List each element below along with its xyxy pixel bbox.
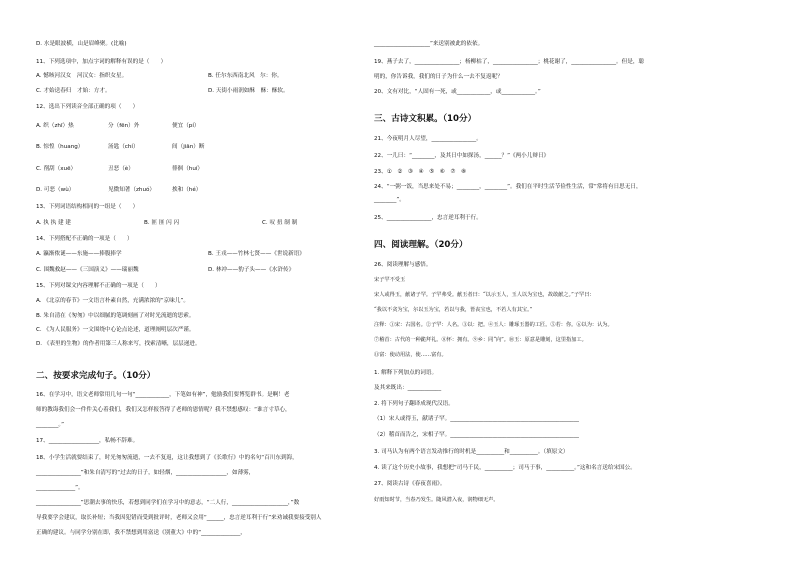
option: B. 匪 匪 闪 闪	[144, 220, 180, 226]
question-12: 12、选出下列读音全部正确的项（ ）	[36, 104, 139, 110]
sub-question-3: 3. 司马认为有两个语言发动推行的时机是__________和__________。（填原文）	[374, 449, 569, 455]
line: 正确的建议。与同学分别在即，我不禁想到用富送《别董大》中的“______________，	[36, 530, 246, 536]
option: 间（jiān）断	[172, 144, 205, 150]
option: B. 朱自清在《匆匆》中以细腻的笔调刻画了对时光流逝的思索。	[36, 313, 195, 319]
section-title-4: 四、阅读理解。（20分）	[374, 240, 468, 250]
section-title-2: 二、按要求完成句子。（10分）	[36, 371, 156, 381]
right-column	[374, 0, 754, 562]
option: 汤匙（chí）	[108, 144, 139, 150]
option: 挨和（hé）	[172, 187, 202, 193]
line: 明的，你告诉我，我们的日子为什么一去不复返呢？	[374, 74, 503, 80]
line: ________。”	[36, 422, 65, 428]
line: 及其来既出：____________	[374, 385, 442, 391]
option: D. 可恶（wù）	[36, 187, 75, 193]
question-18: 18、小学生活就要结束了，时光匆匆流逝，一去不复返，这让我想到了《长歌行》中的名句“百川东到海，	[36, 455, 298, 461]
question-22: 22、一儿曰：“________，及其日中如探汤，______？”《两小儿辩日》	[374, 153, 550, 159]
option: 见微知著（zhuó）	[108, 187, 156, 193]
option: A. 憾咳河汉女 河汉女：指织女星。	[36, 73, 128, 79]
option: 分（fēn）外	[108, 123, 140, 129]
question-14: 14、下列搭配不正确的一项是（ ）	[36, 236, 133, 242]
question-24: 24、“一粥一饭，当思来处不易；________，________”。我们在平时生活节俭性生活，常“常将有日思无日，	[374, 184, 642, 190]
option: D. 《表里的生物》的作者用第三人称来写，找索清晰，层层递进。	[36, 341, 201, 347]
line: 师的教诲我们会一件件关心着我们，我们又怎样报答得了老师的恩情呢？我不禁想感叹：“谁言寸草心，	[36, 407, 291, 413]
question-23: 23、① ② ③ ④ ⑤ ⑥ ⑦ ⑧	[374, 169, 466, 175]
question-19: 19、燕子去了，________________；杨柳枯了，________________；桃花谢了，________________。但是，聪	[374, 59, 645, 65]
option: 便宜（pí）	[172, 123, 200, 129]
option: D. 林冲——豹子头——《水浒传》	[208, 267, 295, 273]
line: （2）稽首而告之，宋相子罕。______________________________________________	[374, 432, 579, 438]
question-13: 13、下列词语结构相同的一组是（ ）	[36, 204, 139, 210]
option: D. 天街小雨润如酥 酥：酥软。	[208, 88, 289, 94]
line: ________”。	[374, 197, 405, 203]
line: D. 水是眼波横，山是眉峰聚。(比喻)	[36, 41, 127, 47]
poem-line: 好雨知时节，当春乃发生。随风潜入夜，润物细无声。	[374, 497, 499, 503]
question-26: 26、阅读理解与感悟。	[374, 262, 432, 268]
question-25: 25、________________，忠言逆耳利于行。	[374, 215, 482, 221]
option: A. 织（zhī）热	[36, 123, 74, 129]
line: ________________”和朱自清写的“过去的日子，如轻烟，__________________，如薄雾，	[36, 470, 255, 476]
line: 导我要学会建议，取长补短；当我因犯错而受到批评时，老师又会用“______，忠言逆耳利于行”来劝诫我要接受别人	[36, 515, 322, 521]
sub-question-4: 4. 读了这个历史小故事，我想把“司马千民，__________；司马于事，__________。”这和名言送给宋国公。	[374, 465, 636, 471]
option: A. 《北京的春节》一文语言朴素自然，充满浓浓的“京味儿”。	[36, 298, 189, 304]
question-15: 15、下列对课文内容理解不正确的一项是（ ）	[36, 283, 161, 289]
option: B. 惊惶（huang）	[36, 144, 84, 150]
line: （1）宋人或得玉，献诸子罕。______________________________________________	[374, 416, 579, 422]
option: C. 《为人民服务》一文围绕中心论点论述，道理阐明层次严谨。	[36, 327, 195, 333]
note-line: ⑦稽首：古代的一种跪拜礼。⑧怀：拥有。⑨乡：同“向”。⑩玉：原意是雕刻，这里指加工。	[374, 337, 587, 343]
note-line: 注释：①宋：古国名。②子罕：人名。③以：把。④玉人：雕琢玉器的工匠。⑤若：你。⑥以为：认为。	[374, 322, 613, 328]
option: 丑恶（è）	[108, 166, 134, 172]
note-line: ⑪富：使动用法，使……富有。	[374, 352, 447, 358]
passage-line: 宋人或得玉，献诸子罕。子罕弗受。献玉者曰：“以示玉人，玉人以为宝也，故敢献之。”子罕曰：	[374, 292, 595, 298]
option: C. 削刮（xuē）	[36, 166, 77, 172]
question-16: 16、在学习中，语文老师常用几句一句“____________，下笔如有神”，勉励我们要博览群书。是啊！老	[36, 392, 290, 398]
passage-title: 宋子罕不受玉	[374, 277, 406, 283]
option: C. 叹 扭 制 制	[262, 220, 298, 226]
left-column	[36, 0, 386, 562]
option: 徘徊（huí）	[172, 166, 204, 172]
option: B. 王戎——竹林七贤——《世说新语》	[208, 251, 305, 257]
question-17: 17、__________________，私畅不辞难。	[36, 438, 139, 444]
option: B. 任尔东西南北风 尔：你。	[208, 73, 283, 79]
option: C. 围魏救赵——《三国演义》——瑞丽魏	[36, 267, 139, 273]
sub-question-1: 1. 解释下列加点的词语。	[374, 370, 438, 376]
line: ______________”。	[36, 485, 84, 491]
option: A. 瀛渐侬谜——东施——捧腹捧学	[36, 251, 122, 257]
question-21: 21、今夜明月人尽望，________________。	[374, 136, 482, 142]
option: C. 才始送春归 才始：方才。	[36, 88, 111, 94]
line: ____________________”来送别被此的依依。	[374, 41, 484, 47]
sub-question-2: 2. 将下列句子翻译成现代汉语。	[374, 401, 454, 407]
passage-line: “我以不贪为宝，尔以玉为宝，若以与我，皆丧宝也，不若人有其宝。”	[374, 307, 533, 313]
option: A. 执 执 建 建	[36, 220, 71, 226]
question-11: 11、下列选项中，加点字词的解释有误的是（ ）	[36, 59, 167, 65]
question-20: 20、文有对比，“人固有一死，或____________，或____________。”	[374, 89, 541, 95]
question-27: 27、阅读古诗《春夜喜雨》。	[374, 481, 446, 487]
line: ________________”思潮去事的快乐，若想到同学们在学习中的意志，“二人行，____________________，”数	[36, 500, 300, 506]
section-title-3: 三、古诗文积累。（10分）	[374, 114, 477, 124]
